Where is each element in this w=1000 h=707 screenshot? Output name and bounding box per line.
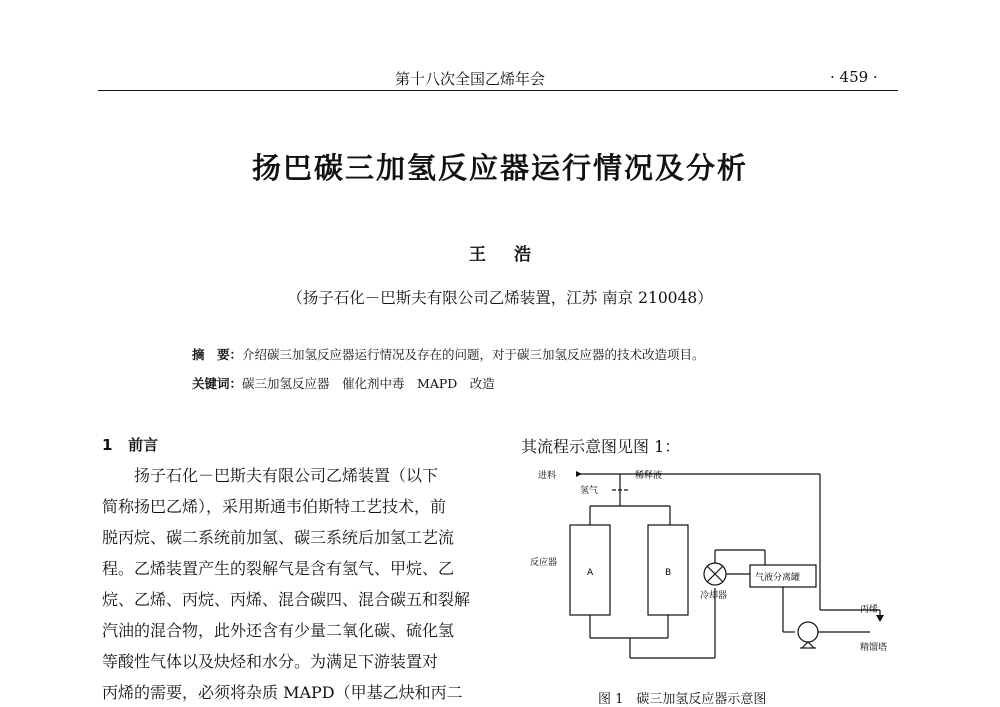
separator-label: 气液分离罐 [755,573,801,583]
body-line: 简称扬巴乙烯），采用斯通韦伯斯特工艺技术，前 [102,497,447,516]
section-heading [102,434,158,455]
feed-label: 进料 [538,471,557,481]
keywords-text: 碳三加氢反应器 催化剂中毒 MAPD 改造 [242,376,495,391]
reactor-label: 反应器 [530,558,558,568]
body-line: 脱丙烷、碳二系统前加氢、碳三系统后加氢工艺流 [102,528,455,547]
propylene-label: 丙烯 [860,605,879,615]
body-line: 扬子石化－巴斯夫有限公司乙烯装置（以下 [102,466,439,485]
section-title: 前言 [128,436,159,454]
pump-icon [798,622,818,642]
running-header-title: 第十八次全国乙烯年会 [395,70,546,88]
keywords-label: 关键词： [192,376,243,391]
abstract-text: 介绍碳三加氢反应器运行情况及存在的问题，对于碳三加氢反应器的技术改造项目。 [242,347,705,362]
reactor-b-label: B [665,568,672,578]
body-line: 等酸性气体以及炔烃和水分。为满足下游装置对 [102,652,439,671]
cooler-label: 冷却器 [700,591,728,601]
abstract-label: 摘 要： [192,347,243,362]
body-line: 汽油的混合物，此外还含有少量二氧化碳、硫化氢 [102,621,455,640]
header-rule [98,90,898,91]
pump-icon [808,642,814,648]
section-number: 1 [102,436,113,454]
figure-caption: 图 1 碳三加氢反应器示意图 [598,692,767,707]
keywords [192,374,495,392]
arrow-icon [576,471,582,477]
paper-title: 扬巴碳三加氢反应器运行情况及分析 [251,151,748,185]
page-number: · 459 · [830,68,878,86]
body-line: 丙烯的需要，必须将杂质 MAPD（甲基乙炔和丙二 [102,683,463,702]
body-line: 程。乙烯装置产生的裂解气是含有氢气、甲烷、乙 [102,559,455,578]
hydrogen-label: 氢气 [580,486,599,496]
process-flow-diagram [520,460,910,685]
body-line: 烷、乙烯、丙烷、丙烯、混合碳四、混合碳五和裂解 [102,590,471,609]
tower-label: 精馏塔 [860,643,888,653]
figure-intro: 其流程示意图见图 1： [521,437,681,456]
diluent-label: 稀释液 [635,471,663,481]
pump-icon [802,642,808,648]
abstract [192,345,705,363]
author: 王 浩 [469,245,531,265]
arrow-icon [876,615,884,622]
affiliation: （扬子石化－巴斯夫有限公司乙烯装置，江苏 南京 210048） [287,289,713,307]
reactor-a-label: A [587,568,594,578]
